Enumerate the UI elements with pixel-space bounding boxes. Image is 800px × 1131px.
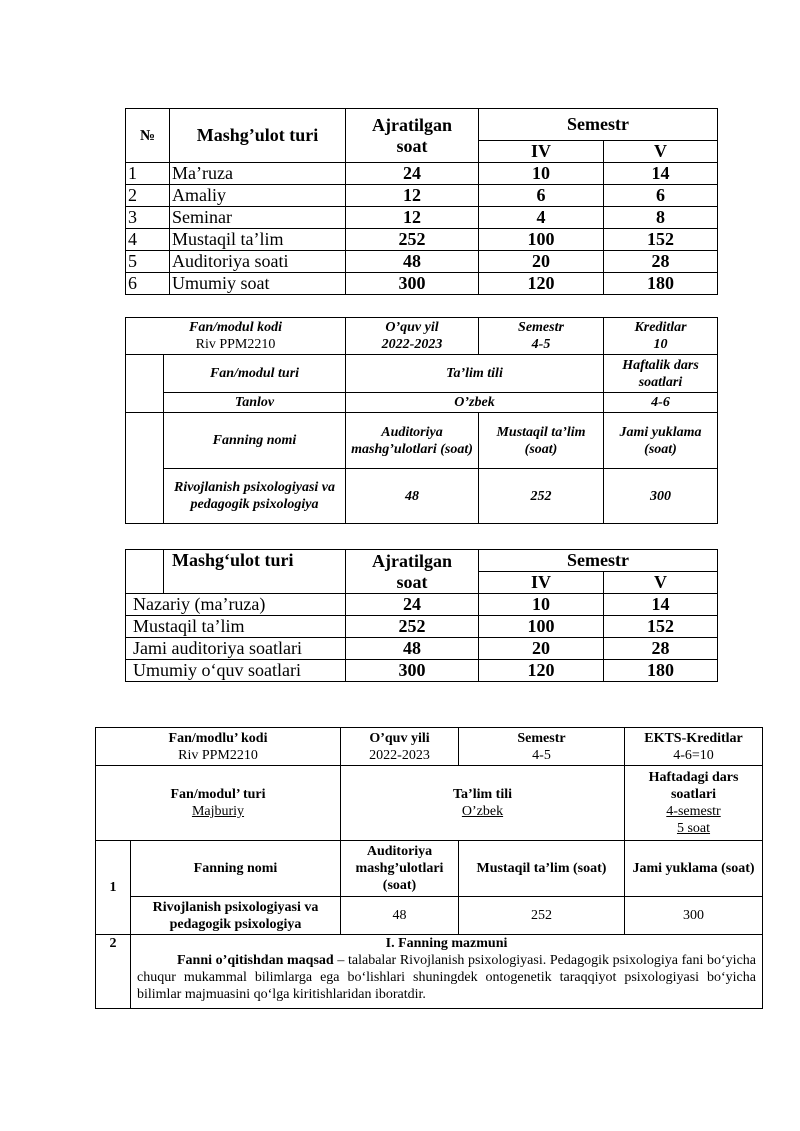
hours-table-2 bbox=[125, 549, 718, 682]
course-goal-paragraph: Fanni o’qitishdan maqsad – talabalar Rivojlanish psixologiyasi. Pedagogik psixologiya fani bo‘yicha chuqur mukammal bilimlarga ega bo‘lishlari shuningdek ontogenetik taraqqiyot psixologiyasi bo‘yicha bilimlar majmuasini qo‘lga kiritishlaridan iboratdir. bbox=[137, 953, 756, 1002]
col-header-hours: Ajratilgan soat bbox=[346, 109, 479, 163]
col-header-no: № bbox=[126, 109, 170, 163]
language-label: Ta’lim tili bbox=[346, 355, 604, 393]
table-row: 6 Umumiy soat 300 120 180 bbox=[126, 273, 718, 295]
total-load-label: Jami yuklama (soat) bbox=[625, 841, 763, 897]
auditorium-label: Auditoriya mashg’ulotlari (soat) bbox=[346, 413, 479, 469]
module-type-cell: Fan/modul’ turi Majburiy bbox=[96, 766, 341, 841]
auditorium-value: 48 bbox=[346, 469, 479, 524]
semester-cell: Semestr 4-5 bbox=[459, 728, 625, 766]
total-load-value: 300 bbox=[625, 897, 763, 935]
table-row: Mustaqil ta’lim 252 100 152 bbox=[126, 616, 718, 638]
col-header-sem5: V bbox=[604, 141, 718, 163]
hours-table-1 bbox=[125, 108, 718, 295]
academic-year-cell: O’quv yili 2022-2023 bbox=[341, 728, 459, 766]
subject-name-label: Fanning nomi bbox=[131, 841, 341, 897]
col-header-semester: Semestr bbox=[479, 109, 718, 141]
blank-cell bbox=[126, 355, 164, 413]
col-header-semester: Semestr bbox=[479, 550, 718, 572]
row-number: 1 bbox=[96, 841, 131, 935]
course-code-cell: Fan/modlu’ kodi Riv PPM2210 bbox=[96, 728, 341, 766]
independent-study-value: 252 bbox=[459, 897, 625, 935]
table-row: 4 Mustaqil ta’lim 252 100 152 bbox=[126, 229, 718, 251]
course-info-table-2 bbox=[95, 727, 763, 1009]
course-code-cell: Fan/modul kodi Riv PPM2210 bbox=[126, 318, 346, 355]
table-row: 5 Auditoriya soati 48 20 28 bbox=[126, 251, 718, 273]
table-row: Jami auditoriya soatlari 48 20 28 bbox=[126, 638, 718, 660]
subject-name-value: Rivojlanish psixologiyasi va pedagogik psixologiya bbox=[164, 469, 346, 524]
independent-study-label: Mustaqil ta’lim (soat) bbox=[479, 413, 604, 469]
col-header-sem5: V bbox=[604, 572, 718, 594]
language-cell: Ta’lim tili O’zbek bbox=[341, 766, 625, 841]
col-header-type: Mashg’ulot turi bbox=[170, 109, 346, 163]
subject-name-label: Fanning nomi bbox=[164, 413, 346, 469]
total-load-value: 300 bbox=[604, 469, 718, 524]
auditorium-value: 48 bbox=[341, 897, 459, 935]
weekly-hours-label: Haftalik dars soatlari bbox=[604, 355, 718, 393]
col-header-type: Mashg‘ulot turi bbox=[164, 550, 346, 594]
table-row: Umumiy o‘quv soatlari 300 120 180 bbox=[126, 660, 718, 682]
module-type-value: Tanlov bbox=[164, 393, 346, 413]
total-load-label: Jami yuklama (soat) bbox=[604, 413, 718, 469]
col-header-sem4: IV bbox=[479, 141, 604, 163]
table-row: 1 Ma’ruza 24 10 14 bbox=[126, 163, 718, 185]
weekly-hours-value: 4-6 bbox=[604, 393, 718, 413]
language-value: O’zbek bbox=[346, 393, 604, 413]
section-title: I. Fanning mazmuni bbox=[385, 936, 508, 951]
table-row: Nazariy (ma’ruza) 24 10 14 bbox=[126, 594, 718, 616]
academic-year-cell: O’quv yil 2022-2023 bbox=[346, 318, 479, 355]
module-type-label: Fan/modul turi bbox=[164, 355, 346, 393]
blank-cell bbox=[126, 550, 164, 594]
col-header-hours: Ajratilgan soat bbox=[346, 550, 479, 594]
table-row: 3 Seminar 12 4 8 bbox=[126, 207, 718, 229]
subject-name-value: Rivojlanish psixologiyasi va pedagogik psixologiya bbox=[131, 897, 341, 935]
weekly-hours-cell: Haftadagi dars soatlari 4-semestr 5 soat bbox=[625, 766, 763, 841]
semester-cell: Semestr 4-5 bbox=[479, 318, 604, 355]
row-number: 2 bbox=[96, 935, 131, 1009]
auditorium-label: Auditoriya mashg’ulotlari (soat) bbox=[341, 841, 459, 897]
blank-cell bbox=[126, 413, 164, 524]
credits-cell: Kreditlar 10 bbox=[604, 318, 718, 355]
table-row: 2 Amaliy 12 6 6 bbox=[126, 185, 718, 207]
independent-study-value: 252 bbox=[479, 469, 604, 524]
credits-cell: EKTS-Kreditlar 4-6=10 bbox=[625, 728, 763, 766]
course-info-table-1 bbox=[125, 317, 718, 524]
col-header-sem4: IV bbox=[479, 572, 604, 594]
course-content-cell bbox=[131, 935, 763, 1009]
independent-study-label: Mustaqil ta’lim (soat) bbox=[459, 841, 625, 897]
